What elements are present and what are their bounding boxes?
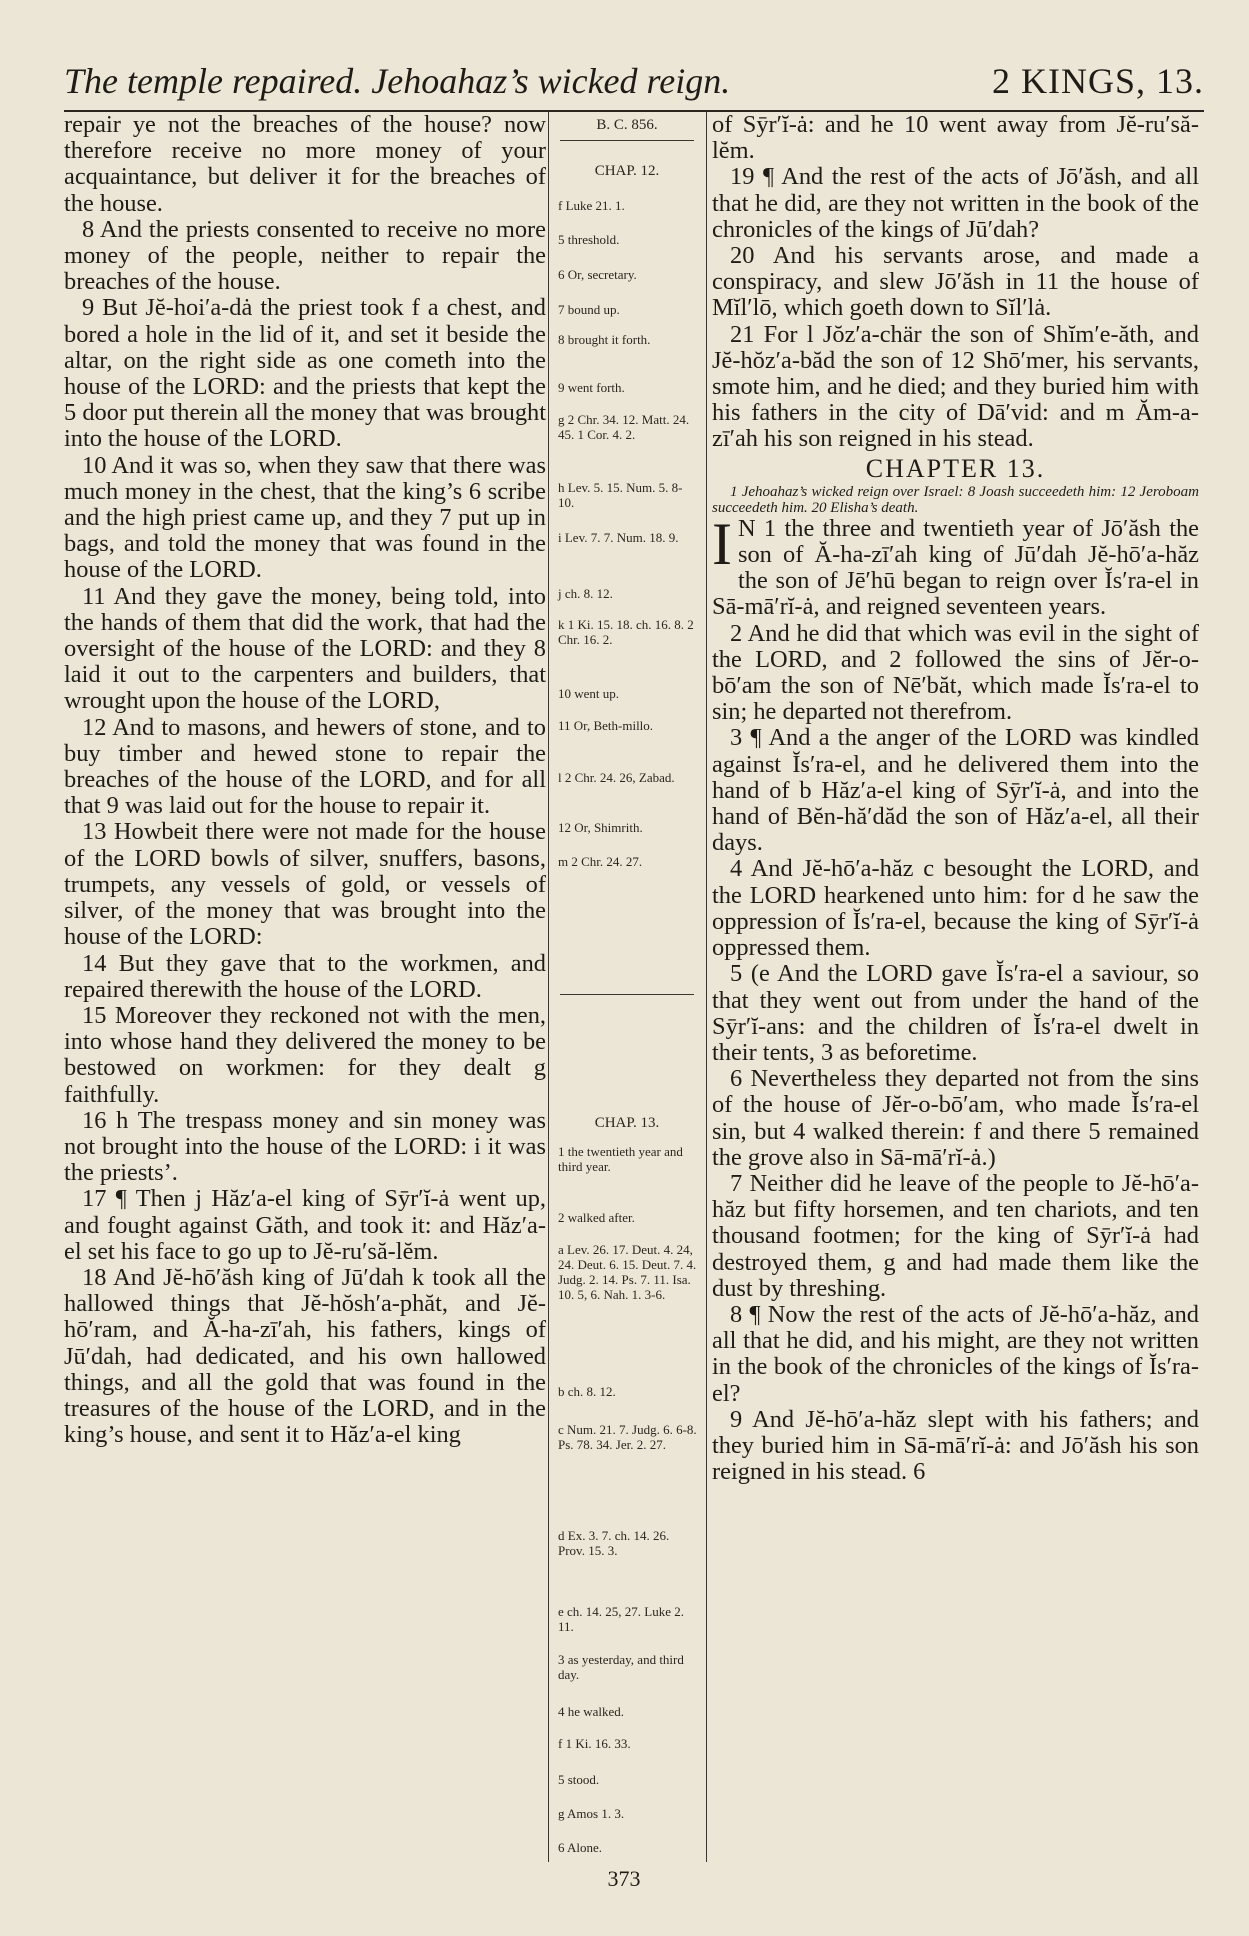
verse: 20 And his servants arose, and made a conspiracy, and slew Jō′ăsh in 11 the house of Mĭl′lō, which goeth down to Sĭl′lȧ.: [712, 242, 1199, 322]
cross-ref: j ch. 8. 12.: [558, 586, 613, 601]
cross-ref: g Amos 1. 3.: [558, 1806, 625, 1821]
date-label: B. C. 856.: [596, 117, 658, 133]
cross-ref: e ch. 14. 25, 27. Luke 2. 11.: [558, 1604, 685, 1634]
verse: 13 Howbeit there were not made for the house of the LORD bowls of silver, snuffers, basons, trumpets, any vessels of gold, or vessels of silver, of the money that was brought into the house of the LORD:: [64, 818, 546, 951]
verse: 2 And he did that which was evil in the sight of the LORD, and 2 followed the sins of Jĕr-o-bō′am the son of Nē′băt, which made Ĭs′ra-el to sin; he departed not therefrom.: [712, 619, 1199, 726]
cross-ref: 6 Or, secretary.: [558, 267, 637, 282]
cross-ref: d Ex. 3. 7. ch. 14. 26. Prov. 15. 3.: [558, 1528, 670, 1558]
cross-ref: 11 Or, Beth-millo.: [558, 718, 654, 733]
chapter-summary: 1 Jehoahaz’s wicked reign over Israel: 8 Joash succeedeth him: 12 Jeroboam succeedeth him. 20 Elisha’s death.: [712, 483, 1199, 516]
column-divider-left: [548, 112, 549, 1862]
chapter-13-label: CHAP. 13.: [594, 1115, 660, 1131]
cross-ref: 6 Alone.: [558, 1840, 603, 1855]
right-text-column: [712, 112, 1199, 1485]
cross-ref: l 2 Chr. 24. 26, Zabad.: [558, 770, 675, 785]
verse: 3 ¶ And a the anger of the LORD was kindled against Ĭs′ra-el, and he delivered them into the hand of b Hăz′a-el king of Sȳr′ĭ-ȧ, and into the hand of Bĕn-hă′dăd the son of Hăz′a-el, all their days.: [712, 724, 1199, 857]
cross-ref: 5 threshold.: [558, 232, 620, 247]
verse: 15 Moreover they reckoned not with the men, into whose hand they delivered the money to be bestowed on workmen: for they dealt g faithfully.: [64, 1001, 546, 1108]
verse: 17 ¶ Then j Hăz′a-el king of Sȳr′ĭ-ȧ went up, and fought against Găth, and took it: and Hăz′a-el set his face to go up to Jĕ-ru′să-lĕm.: [64, 1185, 546, 1265]
verse: 8 And the priests consented to receive no more money of the people, neither to repair the breaches of the house.: [64, 215, 546, 296]
cross-ref: 10 went up.: [558, 686, 620, 701]
verse: 16 h The trespass money and sin money was not brought into the house of the LORD: i it was the priests’.: [64, 1106, 546, 1187]
cross-ref: 1 the twentieth year and third year.: [558, 1144, 683, 1174]
verse: 9 But Jĕ-hoi′a-dȧ the priest took f a chest, and bored a hole in the lid of it, and set it beside the altar, on the right side as one cometh into the house of the LORD: and the priests that kept the 5 door put therein all the money that was brought into the house of the LORD.: [64, 294, 546, 453]
verse: repair ye not the breaches of the house? now therefore receive no more money of your acquaintance, but deliver it for the breaches of the house.: [64, 111, 546, 217]
cross-ref: 2 walked after.: [558, 1210, 635, 1225]
cross-ref: i Lev. 7. 7. Num. 18. 9.: [558, 530, 679, 545]
cross-reference-column: [552, 112, 702, 1862]
cross-ref: 3 as yesterday, and third day.: [558, 1652, 684, 1682]
cross-ref: k 1 Ki. 15. 18. ch. 16. 8. 2 Chr. 16. 2.: [558, 617, 694, 647]
first-verse: [712, 510, 1199, 621]
verse: 19 ¶ And the rest of the acts of Jō′ăsh, and all that he did, are they not written in the book of the chronicles of the kings of Jū′dah?: [712, 163, 1199, 243]
verse: of Sȳr′ĭ-ȧ: and he 10 went away from Jĕ-ru′să-lĕm.: [712, 111, 1199, 165]
first-verse-text: N 1 the three and twentieth year of Jō′ăsh the son of Ă-ha-zī′ah king of Jū′dah Jĕ-hō′a-hăz the son of Jē′hū began to reign over Ĭs′ra-el in Sā-mā′rĭ-ȧ, and reigned seventeen years.: [712, 514, 1199, 621]
verse: 10 And it was so, when they saw that there was much money in the chest, that the king’s 6 scribe and the high priest came up, and they 7 put up in bags, and told the money that was found in the house of the LORD.: [64, 451, 546, 584]
cross-ref: f Luke 21. 1.: [558, 198, 625, 213]
header-topic: The temple repaired. Jehoahaz’s wicked reign.: [64, 61, 731, 101]
verse: 4 And Jĕ-hō′a-hăz c besought the LORD, and the LORD hearkened unto him: for d he saw the oppression of Ĭs′ra-el, because the king of Sȳr′ĭ-ȧ oppressed them.: [712, 855, 1199, 962]
cross-ref: b ch. 8. 12.: [558, 1384, 616, 1399]
cross-ref: 9 went forth.: [558, 380, 625, 395]
cross-ref: m 2 Chr. 24. 27.: [558, 854, 643, 869]
verse: 9 And Jĕ-hō′a-hăz slept with his fathers; and they buried him in Sā-mā′rĭ-ȧ: and Jō′ăsh his son reigned in his stead. 6: [712, 1405, 1199, 1486]
verse: 8 ¶ Now the rest of the acts of Jĕ-hō′a-hăz, and all that he did, and his might, are they not written in the book of the chronicles of the kings of Ĭs′ra-el?: [712, 1300, 1199, 1407]
cross-ref: 7 bound up.: [558, 302, 620, 317]
verse: 11 And they gave the money, being told, into the hands of them that did the work, that had the oversight of the house of the LORD: and they 8 laid it out to the carpenters and builders, that wrought upon the house of the LORD,: [64, 582, 546, 715]
chapter-12-label: CHAP. 12.: [594, 163, 660, 179]
verse: 5 (e And the LORD gave Ĭs′ra-el a saviour, so that they went out from under the hand of the Sȳr′ĭ-ans: and the children of Ĭs′ra-el dwelt in their tents, 3 as beforetime.: [712, 960, 1199, 1066]
verse: 6 Nevertheless they departed not from the sins of the house of Jĕr-o-bō′am, who made Ĭs′ra-el sin, but 4 walked therein: f and there 5 remained the grove also in Sā-mā′rĭ-ȧ.): [712, 1065, 1199, 1171]
cross-ref: 5 stood.: [558, 1772, 600, 1787]
cross-ref: h Lev. 5. 15. Num. 5. 8-10.: [558, 480, 683, 510]
drop-cap: I: [712, 510, 732, 577]
cross-ref: c Num. 21. 7. Judg. 6. 6-8. Ps. 78. 34. Jer. 2. 27.: [558, 1422, 697, 1452]
verse: 18 And Jĕ-hō′ăsh king of Jū′dah k took all the hallowed things that Jĕ-hŏsh′a-phăt, and Jĕ-hō′ram, and Ă-ha-zī′ah, his fathers, kings of Jū′dah, had dedicated, and his own hallowed things, and all the gold that was found in the treasures of the house of the LORD, and in the king’s house, and sent it to Hăz′a-el king: [64, 1263, 546, 1449]
verse: 7 Neither did he leave of the people to Jĕ-hō′a-hăz but fifty horsemen, and ten chariots, and ten thousand footmen; for the king of Sȳr′ĭ-ȧ had destroyed them, g and had made them like the dust by threshing.: [712, 1169, 1199, 1302]
cross-ref: a Lev. 26. 17. Deut. 4. 24, 24. Deut. 6. 15. Deut. 7. 4. Judg. 2. 14. Ps. 7. 11. Isa. 10. 5, 6. Nah. 1. 3-6.: [558, 1242, 697, 1302]
verse: 14 But they gave that to the workmen, and repaired therewith the house of the LORD.: [64, 949, 546, 1003]
page-number: 373: [607, 1866, 641, 1891]
cross-ref: g 2 Chr. 34. 12. Matt. 24. 45. 1 Cor. 4. 2.: [558, 412, 690, 442]
header-book-chapter: 2 KINGS, 13.: [991, 61, 1204, 101]
cross-ref: 12 Or, Shimrith.: [558, 820, 643, 835]
left-text-column: [64, 112, 546, 1448]
cross-ref: 8 brought it forth.: [558, 332, 651, 347]
cross-ref: f 1 Ki. 16. 33.: [558, 1736, 631, 1751]
rule: [560, 994, 694, 995]
chapter-heading: CHAPTER 13.: [865, 453, 1046, 483]
verse: 12 And to masons, and hewers of stone, and to buy timber and hewed stone to repair the breaches of the house of the LORD, and for all that 9 was laid out for the house to repair it.: [64, 713, 546, 820]
rule: [560, 140, 694, 141]
verse: 21 For l Jŏz′a-chär the son of Shĭm′e-ăth, and Jĕ-hŏz′a-băd the son of 12 Shō′mer, his servants, smote him, and he died; and they buried him with his fathers in the city of Dā′vid: and m Ăm-a-zī′ah his son reigned in his stead.: [712, 320, 1199, 453]
cross-ref: 4 he walked.: [558, 1704, 625, 1719]
column-divider-right: [706, 112, 707, 1862]
running-header: [64, 56, 1204, 108]
